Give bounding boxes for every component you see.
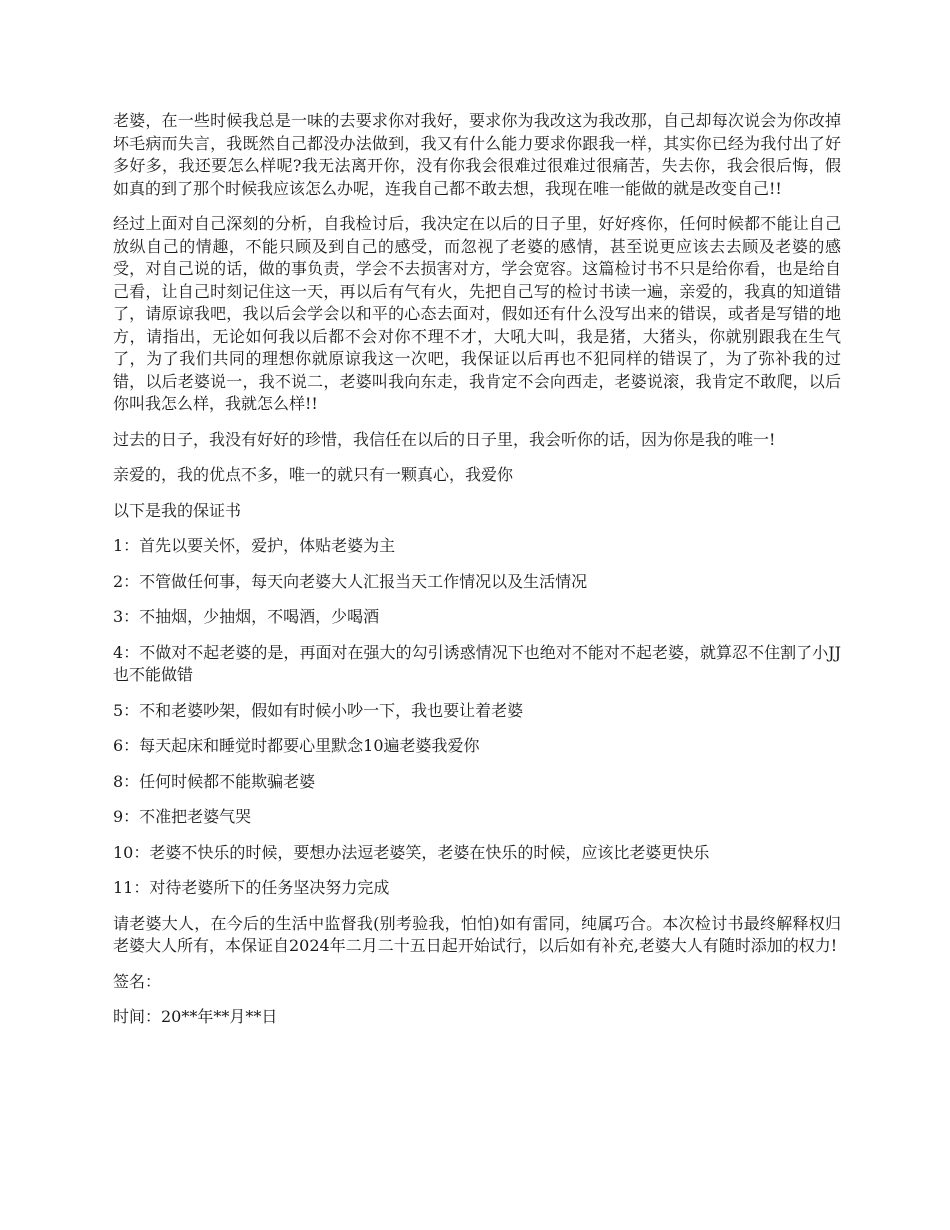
- signature-line: 签名：: [113, 971, 162, 991]
- guarantee-item-6: 6：每天起床和睡觉时都要心里默念10遍老婆我爱你: [113, 736, 480, 755]
- guarantee-item-1: 1：首先以要关怀，爱护，体贴老婆为主: [113, 536, 396, 555]
- guarantee-item-2: 2：不管做任何事，每天向老婆大人汇报当天工作情况以及生活情况: [113, 571, 588, 591]
- guarantee-item-4: 4：不做对不起老婆的是，再面对在强大的勾引诱惑情况下也绝对不能对不起老婆，就算忍不住割了小JJ也不能做错: [113, 642, 841, 684]
- paragraph-self-reflection: 经过上面对自己深刻的分析，自我检讨后，我决定在以后的日子里，好好疼你，任何时候都不能让自己放纵自己的情趣，不能只顾及到自己的感受，而忽视了老婆的感情，甚至说更应该去去顾及老婆的感受，对自己说的话，做的事负责，学会不去损害对方，学会宽容。这篇检讨书不只是给你看，也是给自己看，让自己时刻记住这一天，再以后有气有火，先把自己写的检讨书读一遍，亲爱的，我真的知道错了，请原谅我吧，我以后会学会以和平的心态去面对，假如还有什么没写出来的错误，或者是写错的地方，请指出，无论如何我以后都不会对你不理不才，大吼大叫，我是猪，大猪头，你就别跟我在生气了，为了我们共同的理想你就原谅我这一次吧，我保证以后再也不犯同样的错误了，为了弥补我的过错，以后老婆说一，我不说二，老婆叫我向东走，我肯定不会向西走，老婆说滚，我肯定不敢爬，以后你叫我怎么样，我就怎么样!!: [113, 214, 841, 413]
- guarantee-item-5: 5：不和老婆吵架，假如有时候小吵一下，我也要让着老婆: [113, 700, 524, 720]
- guarantee-heading: 以下是我的保证书: [113, 500, 242, 520]
- guarantee-item-9: 9：不准把老婆气哭: [113, 807, 252, 826]
- guarantee-item-8: 8：任何时候都不能欺骗老婆: [113, 771, 316, 791]
- paragraph-closing-terms: 请老婆大人，在今后的生活中监督我(别考验我，怕怕)如有雷同，纯属巧合。本次检讨书最终解释权归老婆大人所有，本保证自2024年二月二十五日起开始试行，以后如有补充,老婆大人有随时添加的权力!: [113, 913, 841, 955]
- guarantee-item-11: 11：对待老婆所下的任务坚决努力完成: [113, 878, 390, 897]
- date-line: 时间：20**年**月**日: [113, 1007, 278, 1026]
- paragraph-true-heart: 亲爱的，我的优点不多，唯一的就只有一颗真心，我爱你: [113, 465, 514, 484]
- paragraph-past-days: 过去的日子，我没有好好的珍惜，我信任在以后的日子里，我会听你的话，因为你是我的唯一!: [113, 429, 776, 449]
- guarantee-item-10: 10：老婆不快乐的时候，要想办法逗老婆笑，老婆在快乐的时候，应该比老婆更快乐: [113, 842, 710, 862]
- paragraph-apology-intro: 老婆，在一些时候我总是一味的去要求你对我好，要求你为我改这为我改那，自己却每次说会为你改掉坏毛病而失言，我既然自己都没办法做到，我又有什么能力要求你跟我一样，其实你已经为我付出了好多好多，我还要怎么样呢?我无法离开你，没有你我会很难过很难过很痛苦，失去你，我会很后悔，假如真的到了那个时候我应该怎么办呢，连我自己都不敢去想，我现在唯一能做的就是改变自己!!: [113, 111, 841, 198]
- document-body: [113, 110, 841, 1042]
- guarantee-item-3: 3：不抽烟，少抽烟，不喝酒，少喝酒: [113, 607, 380, 626]
